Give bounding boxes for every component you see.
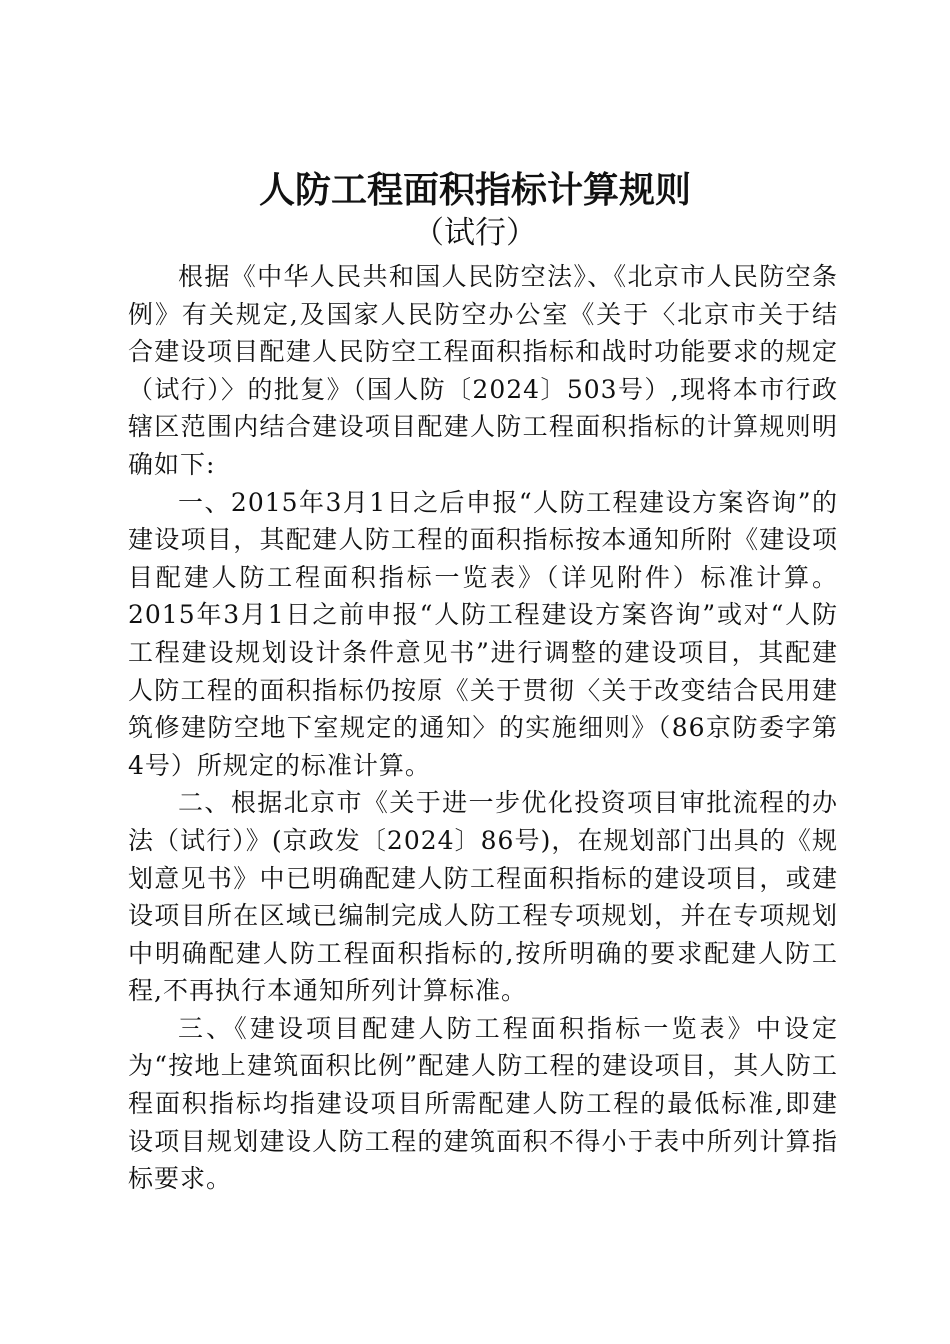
clause-one-paragraph: 一、2015年3月1日之后申报“人防工程建设方案咨询”的建设项目，其配建人防工程的面积指标按本通知所附《建设项目配建人防工程面积指标一览表》（详见附件）标准计算。2015年3月1日之前申报“人防工程建设方案咨询”或对“人防工程建设规划设计条件意见书”进行调整的建设项目，其配建人防工程的面积指标仍按原《关于贯彻〈关于改变结合民用建筑修建防空地下室规定的通知〉的实施细则》（86京防委字第4号）所规定的标准计算。	[128, 487, 838, 780]
document-title: 人防工程面积指标计算规则	[258, 169, 691, 211]
document-subtitle: （试行）	[413, 215, 537, 251]
document-body	[128, 258, 838, 1198]
intro-paragraph: 根据《中华人民共和国人民防空法》、《北京市人民防空条例》有关规定,及国家人民防空办公室《关于〈北京市关于结合建设项目配建人民防空工程面积指标和战时功能要求的规定（试行）〉的批复》（国人防〔2024〕503号）,现将本市行政辖区范围内结合建设项目配建人防工程面积指标的计算规则明确如下:	[128, 262, 838, 479]
clause-two-paragraph: 二、根据北京市《关于进一步优化投资项目审批流程的办法（试行）》(京政发〔2024〕86号)，在规划部门出具的《规划意见书》中已明确配建人防工程面积指标的建设项目，或建设项目所在区域已编制完成人防工程专项规划，并在专项规划中明确配建人防工程面积指标的,按所明确的要求配建人防工程,不再执行本通知所列计算标准。	[128, 788, 838, 1006]
clause-three-paragraph: 三、《建设项目配建人防工程面积指标一览表》中设定为“按地上建筑面积比例”配建人防工程的建设项目，其人防工程面积指标均指建设项目所需配建人防工程的最低标准,即建设项目规划建设人防工程的建筑面积不得小于表中所列计算指标要求。	[128, 1013, 838, 1194]
